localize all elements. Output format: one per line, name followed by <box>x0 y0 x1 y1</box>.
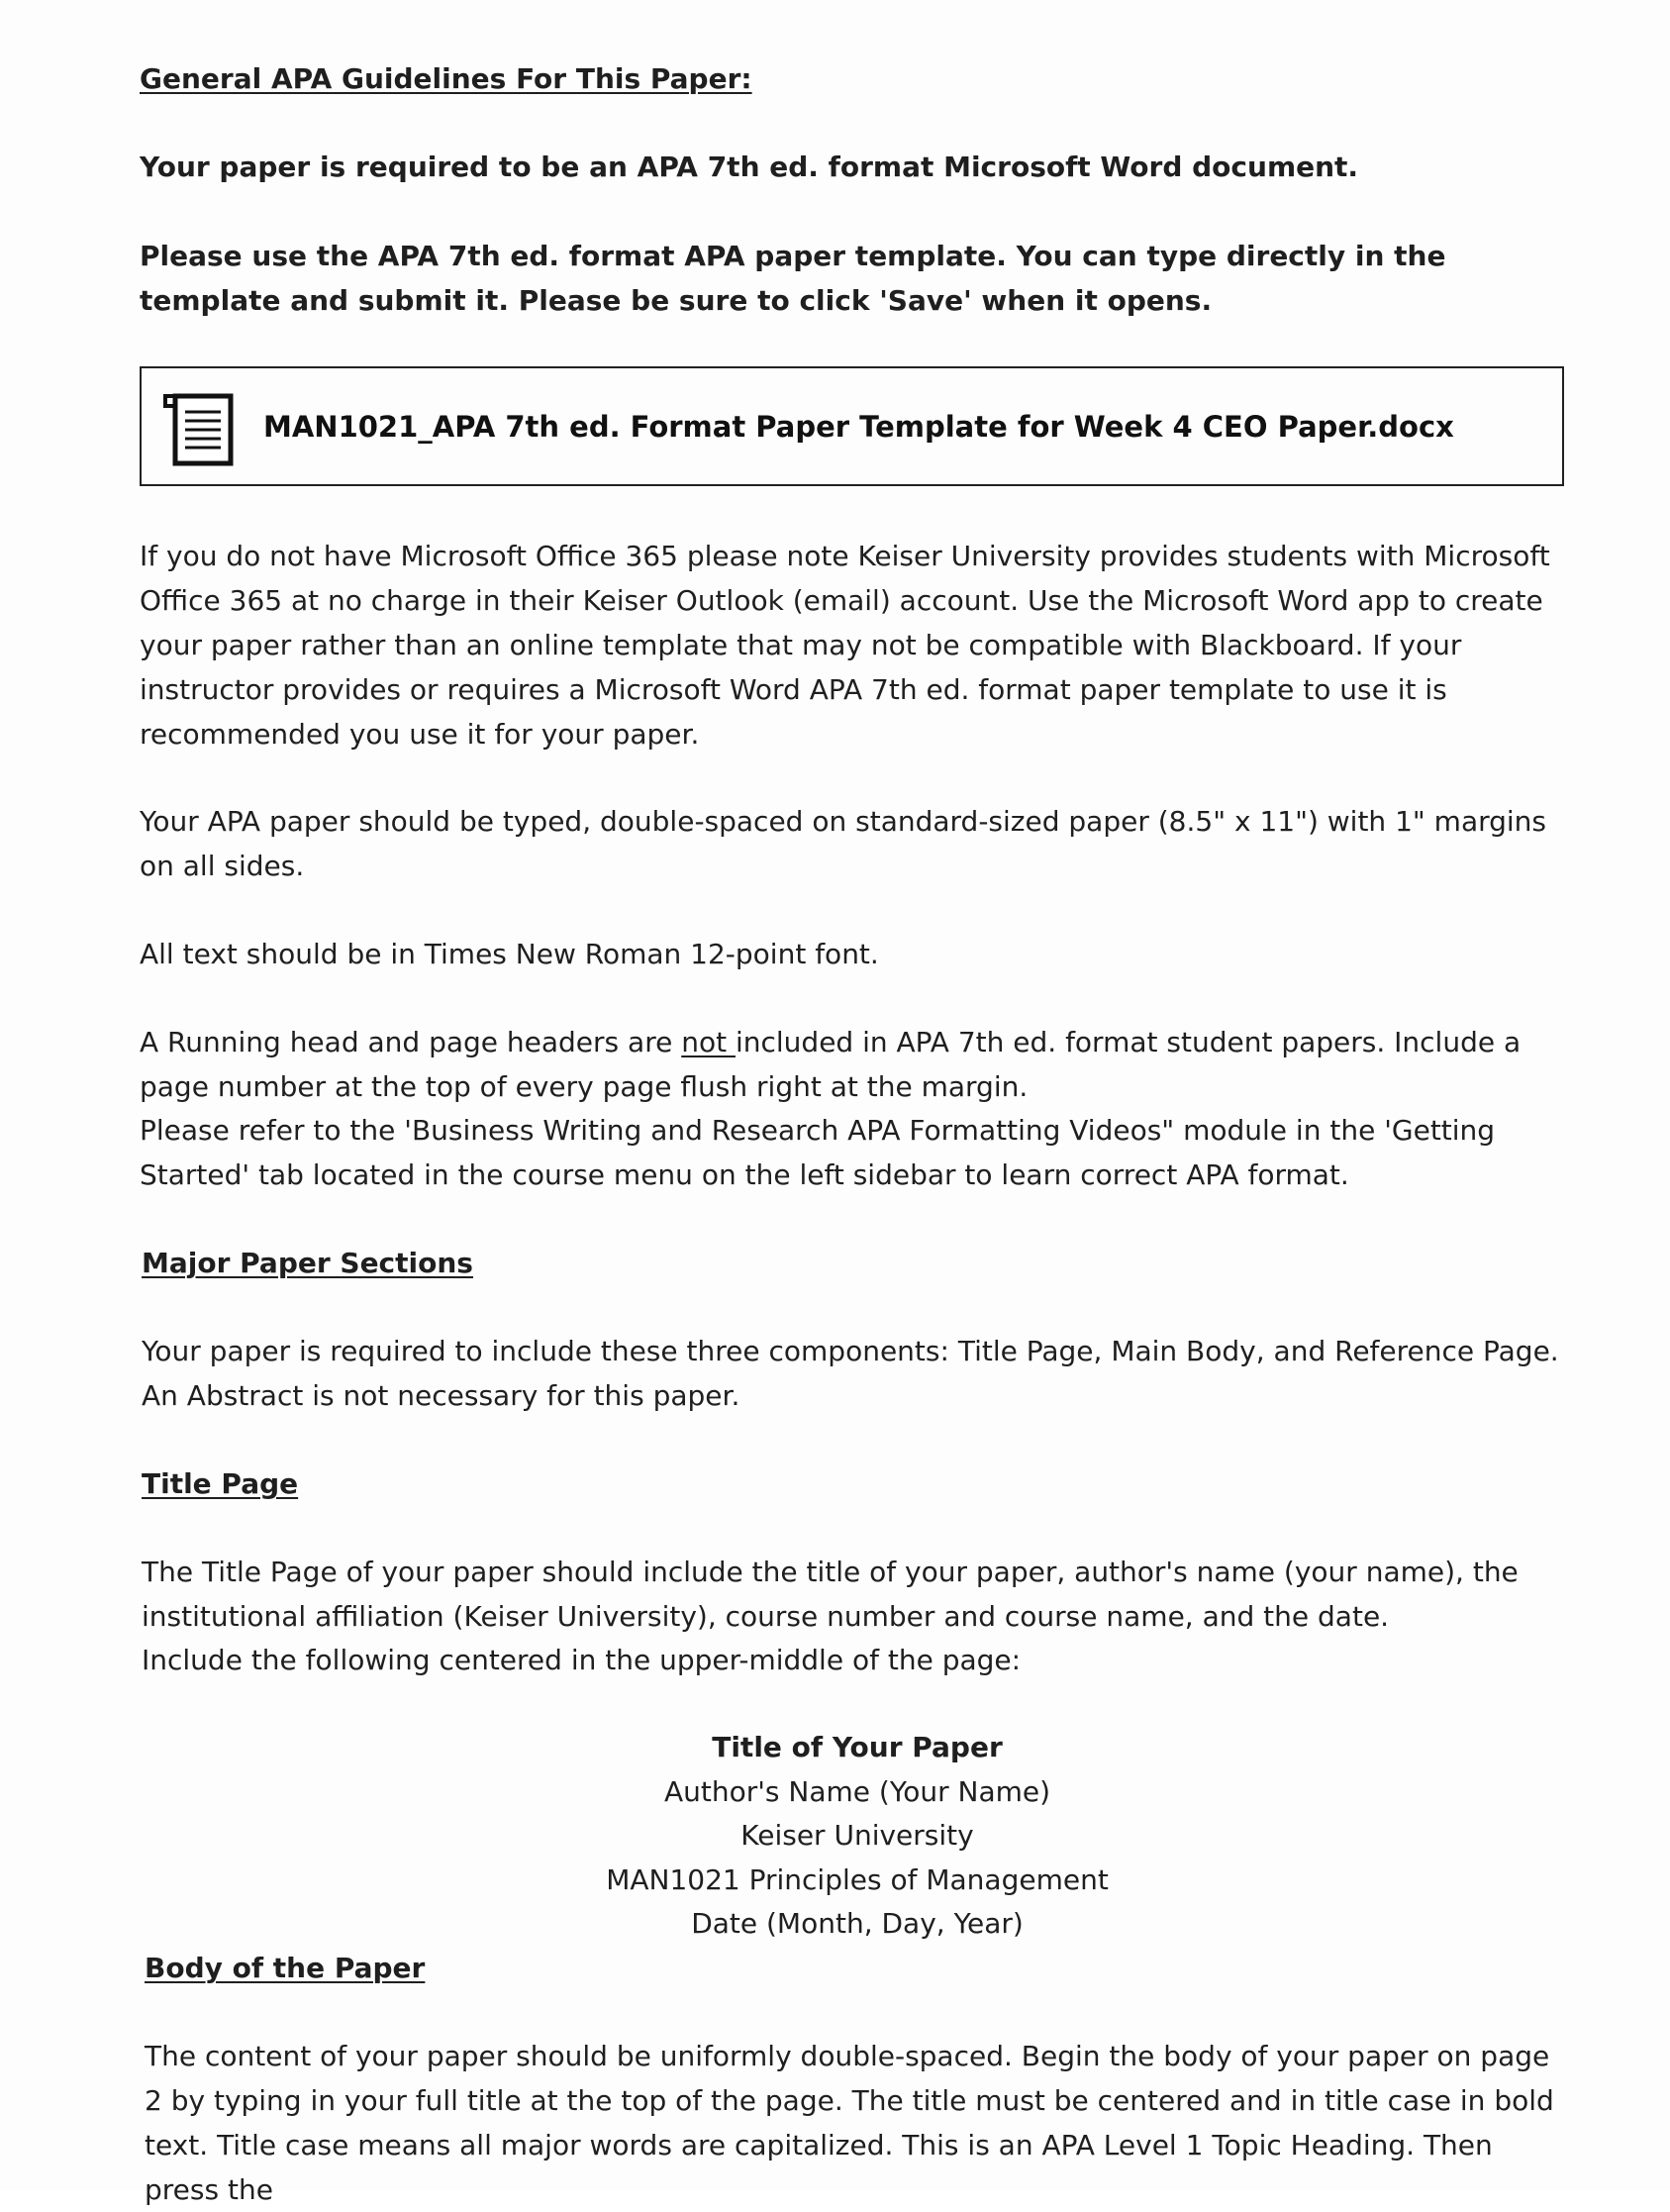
major-sections-text: Your paper is required to include these three components: Title Page, Main Body, and Reference Page. An Abstract is not necessary for this paper. <box>142 1335 1559 1412</box>
title-page-include-line: Include the following centered in the upper-middle of the page: <box>142 1644 1022 1676</box>
centered-date: Date (Month, Day, Year) <box>691 1907 1024 1940</box>
typing-paragraph: Your APA paper should be typed, double-spaced on standard-sized paper (8.5" x 11") with 1" margins on all sides. <box>140 805 1547 882</box>
running-head-paragraph <box>140 1020 1575 1109</box>
title-page-heading: Title Page <box>142 1467 299 1500</box>
office-paragraph: If you do not have Microsoft Office 365 please note Keiser University provides students with Microsoft Office 365 at no charge in their Keiser Outlook (email) account. Use the Microsoft Word app to create your paper rather than an online template that may not be compatible with Blackboard. If your instructor provides or requires a Microsoft Word APA 7th ed. format paper template to use it is recommended you use it for your paper. <box>140 540 1550 751</box>
running-head-after: included in APA 7th ed. format student papers. Include a page number at the top of every page flush right at the margin. <box>140 1026 1522 1103</box>
body-heading: Body of the Paper <box>145 1952 426 1984</box>
font-paragraph: All text should be in Times New Roman 12-point font. <box>140 938 879 970</box>
running-head-before: A Running head and page headers are <box>140 1026 682 1058</box>
centered-title: Title of Your Paper <box>712 1731 1003 1763</box>
document-icon <box>161 388 241 467</box>
centered-author: Author's Name (Your Name) <box>663 1774 1051 1808</box>
centered-course: MAN1021 Principles of Management <box>606 1862 1109 1896</box>
body-text: The content of your paper should be uniformly double-spaced. Begin the body of your paper on page 2 by typing in your full title at the top of the page. The title must be centered and in title case in bold text. Title case means all major words are capitalized. This is an APA Level 1 Topic Heading. Then press the <box>145 2040 1554 2206</box>
title-page-text: The Title Page of your paper should include the title of your paper, author's name (your name), the institutional affiliation (Keiser University), course number and course name, and the date. <box>142 1556 1519 1633</box>
title-page-centered-block <box>338 1726 1377 1947</box>
major-sections-heading: Major Paper Sections <box>142 1247 473 1279</box>
guidelines-heading: General APA Guidelines For This Paper: <box>140 62 752 95</box>
running-head-not: not <box>681 1026 736 1058</box>
template-attachment[interactable] <box>140 366 1564 486</box>
required-format-text: Your paper is required to be an APA 7th ed. format Microsoft Word document. <box>140 151 1359 183</box>
attachment-filename[interactable]: MAN1021_APA 7th ed. Format Paper Template for Week 4 CEO Paper.docx <box>263 409 1454 444</box>
centered-institution: Keiser University <box>740 1819 974 1852</box>
refer-paragraph: Please refer to the 'Business Writing and Research APA Formatting Videos" module in the 'Getting Started' tab located in the course menu on the left sidebar to learn correct APA format. <box>140 1114 1496 1191</box>
template-instruction-text: Please use the APA 7th ed. format APA paper template. You can type directly in the template and submit it. Please be sure to click 'Save' when it opens. <box>140 240 1446 317</box>
